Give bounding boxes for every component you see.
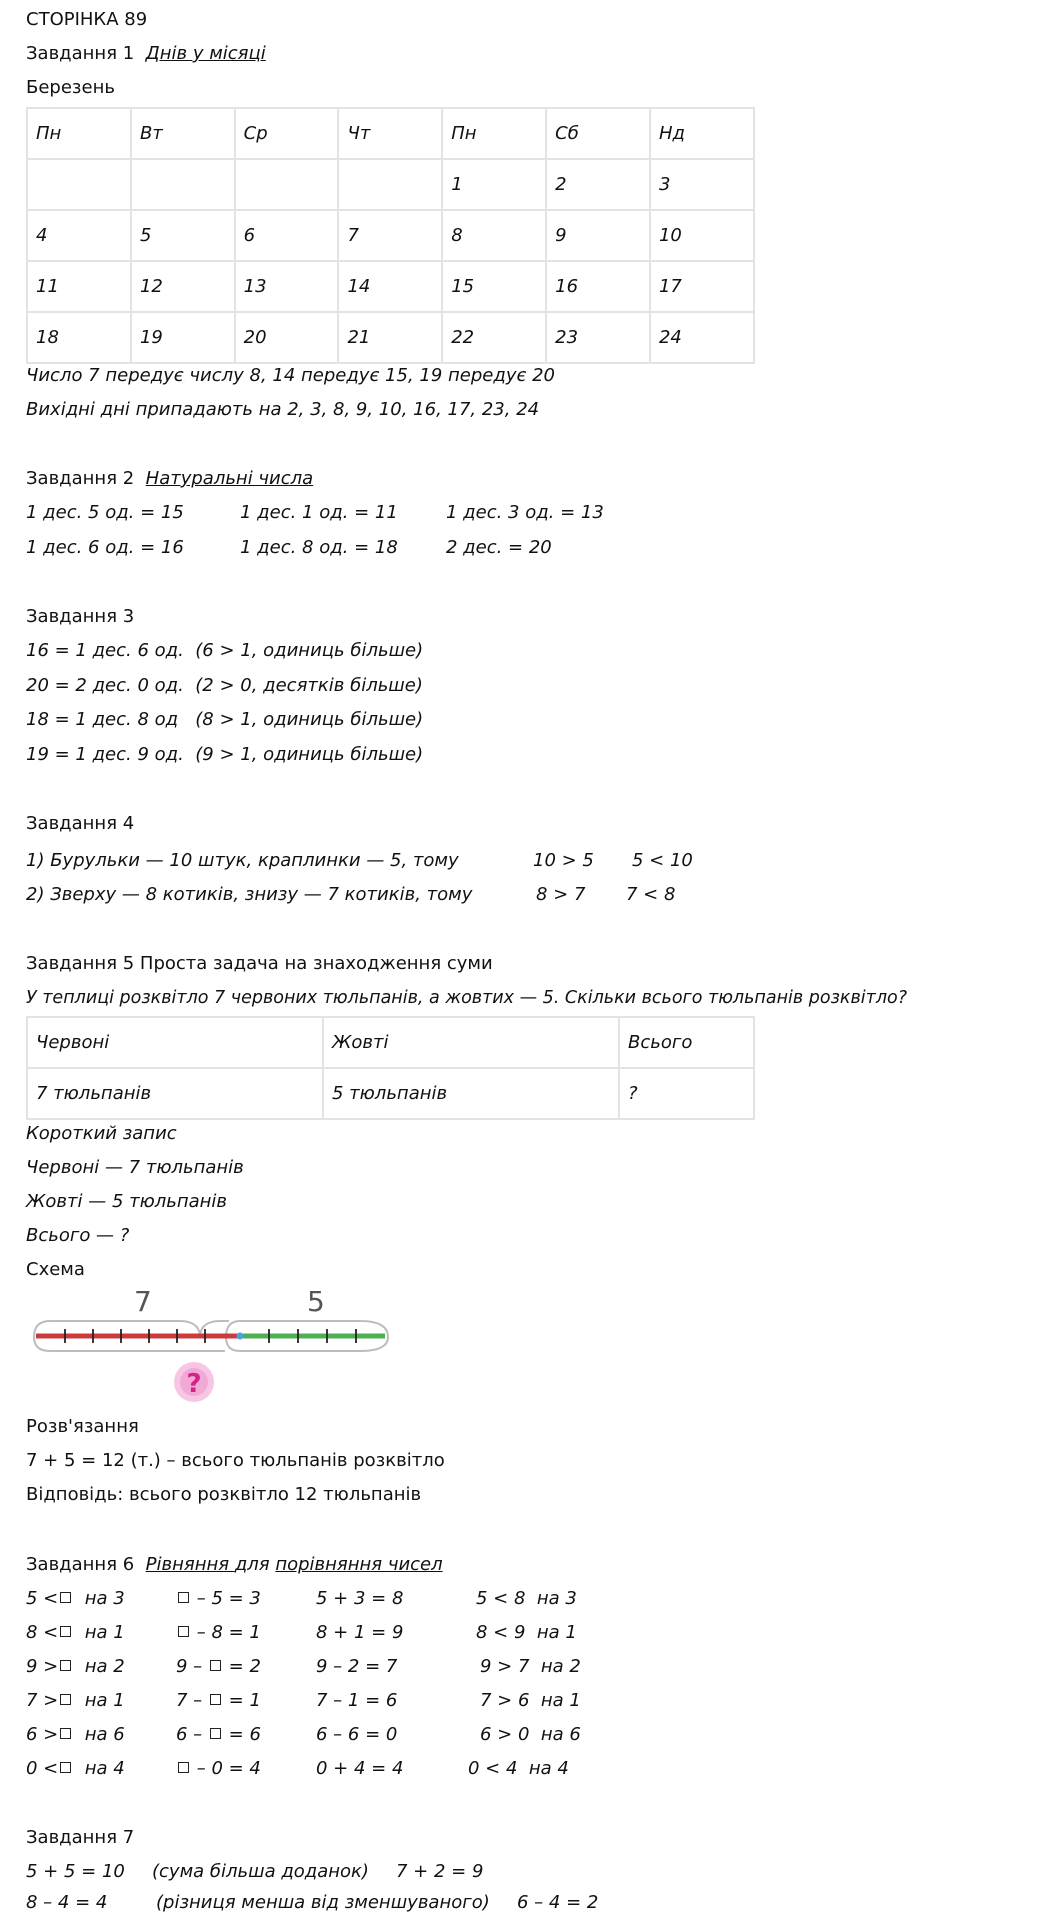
t6-row: 7 > на 1: [26, 1690, 125, 1711]
task5-problem: У теплиці розквітло 7 червоних тюльпанів, а жовтих — 5. Скільки всього тюльпанів розквітло?: [26, 988, 908, 1008]
task7-heading: Завдання 7: [26, 1827, 135, 1848]
t6-row: – 8 = 1: [176, 1621, 261, 1645]
t6-row: 9 – = 2: [176, 1656, 261, 1677]
task6-title-mid: для: [234, 1554, 276, 1575]
answer-line: Відповідь: всього розквітло 12 тюльпанів: [26, 1484, 422, 1505]
task7-line2-c: 6 – 4 = 2: [517, 1892, 599, 1913]
calendar-day-header: Сб: [546, 108, 650, 159]
task5-table: [26, 1016, 755, 1120]
calendar-date-cell: 7: [338, 210, 442, 261]
task4-line1-cmp2: 5 < 10: [632, 850, 693, 871]
t6-row: – 0 = 4: [176, 1757, 261, 1781]
t6-row: 8 + 1 = 9: [316, 1622, 404, 1643]
task4-line2: 2) Зверху — 8 котиків, знизу — 7 котиків, тому: [26, 884, 473, 905]
t6-row: – 5 = 3: [176, 1587, 261, 1611]
task2-r1c1: 1 дес. 5 од. = 15: [26, 502, 184, 523]
calendar-date-cell: 9: [546, 210, 650, 261]
task7-line1-b: (сума більша доданок): [152, 1861, 369, 1882]
task7-line1-c: 7 + 2 = 9: [396, 1861, 484, 1882]
calendar-date-cell: 13: [235, 261, 339, 312]
task5-header-yellow: Жовті: [323, 1017, 619, 1068]
scheme-right-number: 5: [307, 1285, 325, 1318]
calendar-date-cell: 20: [235, 312, 339, 363]
t6-row: 5 < на 3: [26, 1588, 125, 1609]
short-note-line: Жовті — 5 тюльпанів: [26, 1191, 228, 1212]
calendar-date-cell: 11: [27, 261, 131, 312]
solution-label: Розв'язання: [26, 1416, 139, 1437]
task4-line1-cmp1: 10 > 5: [533, 850, 594, 871]
calendar-date-cell: 19: [131, 312, 235, 363]
short-note-title: Короткий запис: [26, 1123, 177, 1144]
t6-row: 8 < 9 на 1: [476, 1622, 577, 1643]
t6-row: 5 < 8 на 3: [476, 1588, 577, 1609]
t6-row: 6 > на 6: [26, 1724, 125, 1745]
t6-row: 0 < на 4: [26, 1758, 125, 1779]
calendar-day-header: Вт: [131, 108, 235, 159]
task1-line1: Число 7 передує числу 8, 14 передує 15, 19 передує 20: [26, 365, 555, 386]
scheme-label: Схема: [26, 1259, 85, 1280]
calendar-date-cell: 18: [27, 312, 131, 363]
calendar-week-row: [27, 159, 754, 210]
task3-heading: Завдання 3: [26, 606, 135, 627]
calendar-header-row: [27, 108, 754, 159]
task5-value-total: ?: [619, 1068, 754, 1119]
calendar-date-cell: [131, 159, 235, 210]
task1-month: Березень: [26, 77, 115, 98]
calendar-date-cell: 24: [650, 312, 754, 363]
left-brace-bottom: [34, 1337, 225, 1351]
calendar-day-header: Пн: [27, 108, 131, 159]
task6-heading: [26, 1553, 443, 1577]
task1-title: Днів у місяці: [145, 43, 266, 64]
t6-row: 9 – 2 = 7: [316, 1656, 398, 1677]
task2-r2c2: 1 дес. 8 од. = 18: [240, 537, 398, 558]
task2-title: Натуральні числа: [145, 468, 314, 489]
t6-row: 9 > на 2: [26, 1656, 125, 1677]
calendar-table: [26, 107, 755, 364]
solution-line: 7 + 5 = 12 (т.) – всього тюльпанів розквітло: [26, 1450, 445, 1471]
t6-row: 7 – = 1: [176, 1690, 261, 1711]
task7-line1-a: 5 + 5 = 10: [26, 1861, 125, 1882]
task5-value-red: 7 тюльпанів: [27, 1068, 323, 1119]
scheme-left-number: 7: [134, 1285, 152, 1318]
task4-heading: Завдання 4: [26, 813, 135, 834]
calendar-day-header: Нд: [650, 108, 754, 159]
task2-label: Завдання 2: [26, 468, 135, 489]
t6-row: 5 + 3 = 8: [316, 1588, 404, 1609]
task5-header-red: Червоні: [27, 1017, 323, 1068]
task5-header-total: Всього: [619, 1017, 754, 1068]
task3-line: 19 = 1 дес. 9 од. (9 > 1, одиниць більше): [26, 744, 424, 765]
scheme-segment-svg: [30, 1285, 400, 1405]
page-title: СТОРІНКА 89: [26, 9, 148, 30]
task3-line: 18 = 1 дес. 8 од (8 > 1, одиниць більше): [26, 709, 424, 730]
task5-heading: Завдання 5 Проста задача на знаходження суми: [26, 953, 493, 974]
task6-title-b: порівняння чисел: [275, 1554, 443, 1575]
task4-line2-cmp2: 7 < 8: [626, 884, 676, 905]
calendar-date-cell: 2: [546, 159, 650, 210]
calendar-date-cell: 8: [442, 210, 546, 261]
task2-r1c3: 1 дес. 3 од. = 13: [446, 502, 604, 523]
scheme-diagram: [30, 1285, 400, 1405]
task6-label: Завдання 6: [26, 1554, 135, 1575]
calendar-date-cell: 4: [27, 210, 131, 261]
calendar-day-header: Чт: [338, 108, 442, 159]
calendar-week-row: [27, 261, 754, 312]
t6-row: 7 > 6 на 1: [480, 1690, 581, 1711]
t6-row: 0 + 4 = 4: [316, 1758, 404, 1779]
task2-r2c1: 1 дес. 6 од. = 16: [26, 537, 184, 558]
task1-line2: Вихідні дні припадають на 2, 3, 8, 9, 10, 16, 17, 23, 24: [26, 399, 540, 420]
calendar-date-cell: 3: [650, 159, 754, 210]
task5-value-yellow: 5 тюльпанів: [323, 1068, 619, 1119]
calendar-date-cell: 12: [131, 261, 235, 312]
calendar-date-cell: [235, 159, 339, 210]
task2-r1c2: 1 дес. 1 од. = 11: [240, 502, 398, 523]
calendar-date-cell: 14: [338, 261, 442, 312]
task1-label: Завдання 1: [26, 43, 135, 64]
short-note-line: Червоні — 7 тюльпанів: [26, 1157, 244, 1178]
short-note-line: Всього — ?: [26, 1225, 130, 1246]
join-point: [237, 1333, 244, 1340]
calendar-date-cell: 1: [442, 159, 546, 210]
t6-row: 6 – 6 = 0: [316, 1724, 398, 1745]
task3-line: 16 = 1 дес. 6 од. (6 > 1, одиниць більше): [26, 640, 424, 661]
calendar-day-header: Ср: [235, 108, 339, 159]
calendar-week-row: [27, 210, 754, 261]
calendar-date-cell: [27, 159, 131, 210]
task3-line: 20 = 2 дес. 0 од. (2 > 0, десятків більше): [26, 675, 423, 696]
calendar-date-cell: [338, 159, 442, 210]
calendar-date-cell: 17: [650, 261, 754, 312]
task4-line2-cmp1: 8 > 7: [536, 884, 586, 905]
calendar-day-header: Пн: [442, 108, 546, 159]
task4-line1: 1) Бурульки — 10 штук, краплинки — 5, тому: [26, 850, 459, 871]
calendar-date-cell: 15: [442, 261, 546, 312]
t6-row: 6 > 0 на 6: [480, 1724, 581, 1745]
calendar-date-cell: 6: [235, 210, 339, 261]
question-mark: ?: [186, 1369, 202, 1399]
calendar-date-cell: 23: [546, 312, 650, 363]
task6-title-a: Рівняння: [145, 1554, 235, 1575]
t6-row: 6 – = 6: [176, 1724, 261, 1745]
task2-heading: [26, 467, 313, 491]
t6-row: 0 < 4 на 4: [468, 1758, 569, 1779]
calendar-date-cell: 16: [546, 261, 650, 312]
task7-line2-b: (різниця менша від зменшуваного): [156, 1892, 490, 1913]
calendar-date-cell: 5: [131, 210, 235, 261]
t6-row: 7 – 1 = 6: [316, 1690, 398, 1711]
t6-row: 9 > 7 на 2: [480, 1656, 581, 1677]
calendar-date-cell: 22: [442, 312, 546, 363]
calendar-date-cell: 21: [338, 312, 442, 363]
task2-r2c3: 2 дес. = 20: [446, 537, 552, 558]
calendar-week-row: [27, 312, 754, 363]
t6-row: 8 < на 1: [26, 1622, 125, 1643]
task1-heading: [26, 42, 266, 66]
task7-line2-a: 8 – 4 = 4: [26, 1892, 108, 1913]
calendar-date-cell: 10: [650, 210, 754, 261]
